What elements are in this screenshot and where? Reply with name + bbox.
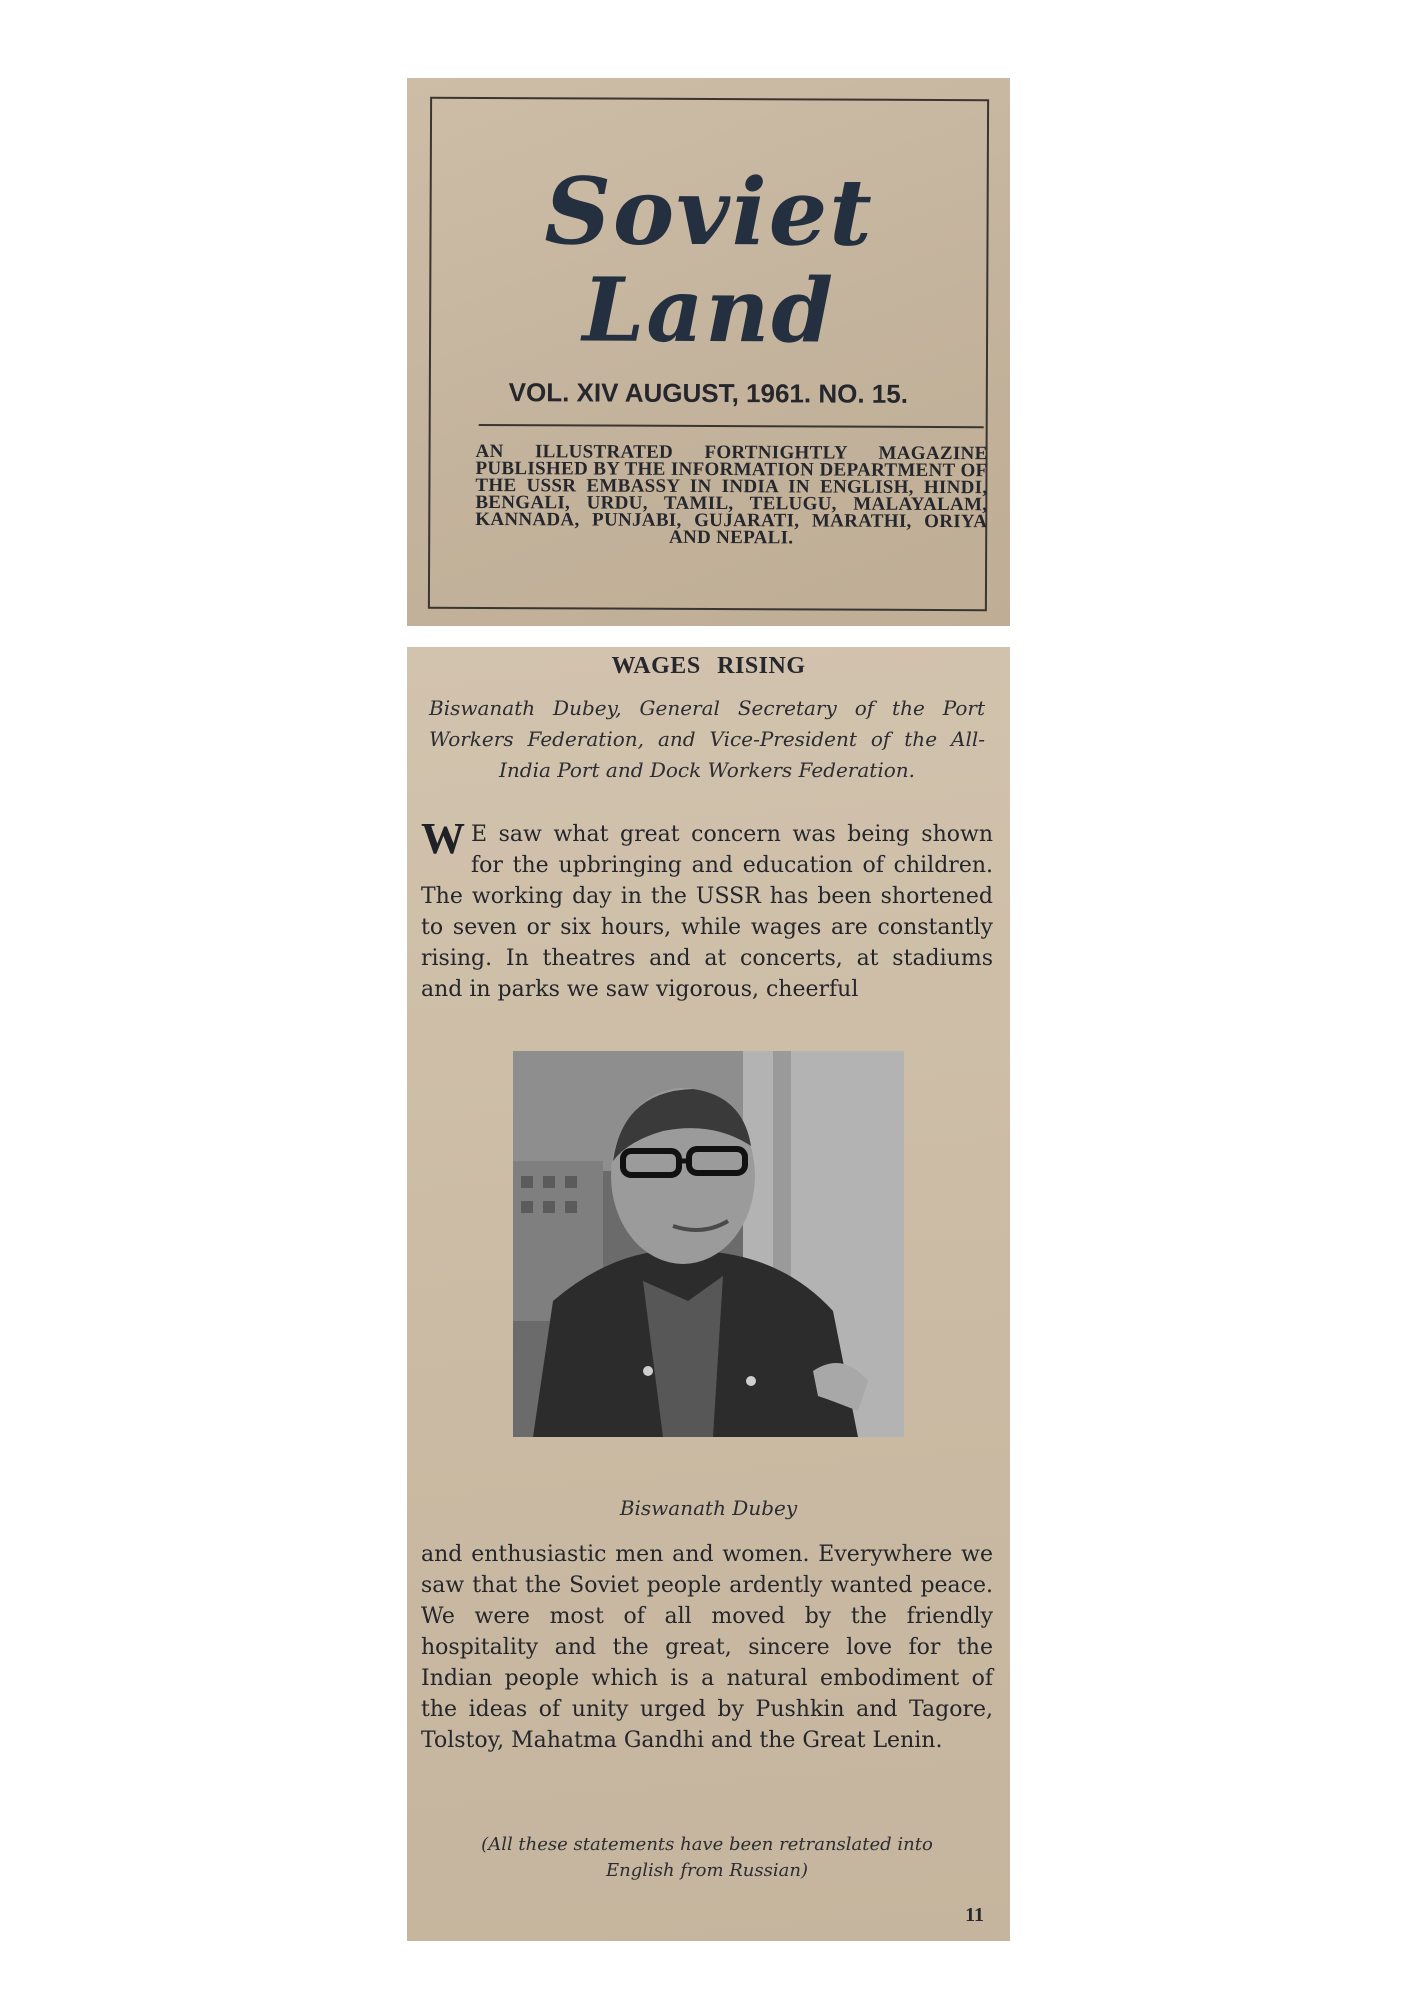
page-number: 11	[965, 1904, 984, 1926]
portrait-illustration	[513, 1051, 904, 1437]
masthead-clipping	[407, 78, 1010, 626]
magazine-logo-line-2: Land	[582, 257, 836, 363]
translation-footnote: (All these statements have been retranslated into English from Russian)	[481, 1834, 933, 1881]
article-clipping	[407, 647, 1010, 1941]
volume-issue-line: VOL. XIV AUGUST, 1961. NO. 15.	[508, 377, 909, 409]
magazine-description: AN ILLUSTRATED FORTNIGHTLY MAGAZINE PUBLISHED BY THE INFORMATION DEPARTMENT OF THE USSR EMBASSY IN INDIA IN ENGLISH, HINDI, BENGALI, URDU, TAMIL, TELUGU, MALAYALAM, KANNADA, PUNJABI, GUJARATI, MARATHI, ORIYA AND NEPALI.	[475, 440, 988, 549]
article-paragraph-1: WE saw what great concern was being shown for the upbringing and education of children. The working day in the USSR has been shortened to seven or six hours, while wages are constantly rising. In theatres and at concerts, at stadiums and in parks we saw vigorous, cheerful	[421, 814, 993, 1002]
masthead-frame	[428, 97, 989, 611]
article-paragraph-2: and enthusiastic men and women. Everywhere we saw that the Soviet people ardently wanted peace. We were most of all moved by the friendly hospitality and the great, sincere love for the Indian people which is a natural embodiment of the ideas of unity urged by Pushkin and Tagore, Tolstoy, Mahatma Gandhi and the Great Lenin.	[421, 1542, 993, 1753]
portrait-photo	[513, 1051, 904, 1437]
masthead-divider	[479, 424, 984, 428]
magazine-logo-line-1: Soviet	[544, 157, 874, 267]
article-byline: Biswanath Dubey, General Secretary of the Port Workers Federation, and Vice-President of the All-India Port and Dock Workers Federation.	[429, 696, 985, 782]
article-headline: WAGES RISING	[611, 653, 806, 679]
photo-caption: Biswanath Dubey	[619, 1496, 798, 1520]
